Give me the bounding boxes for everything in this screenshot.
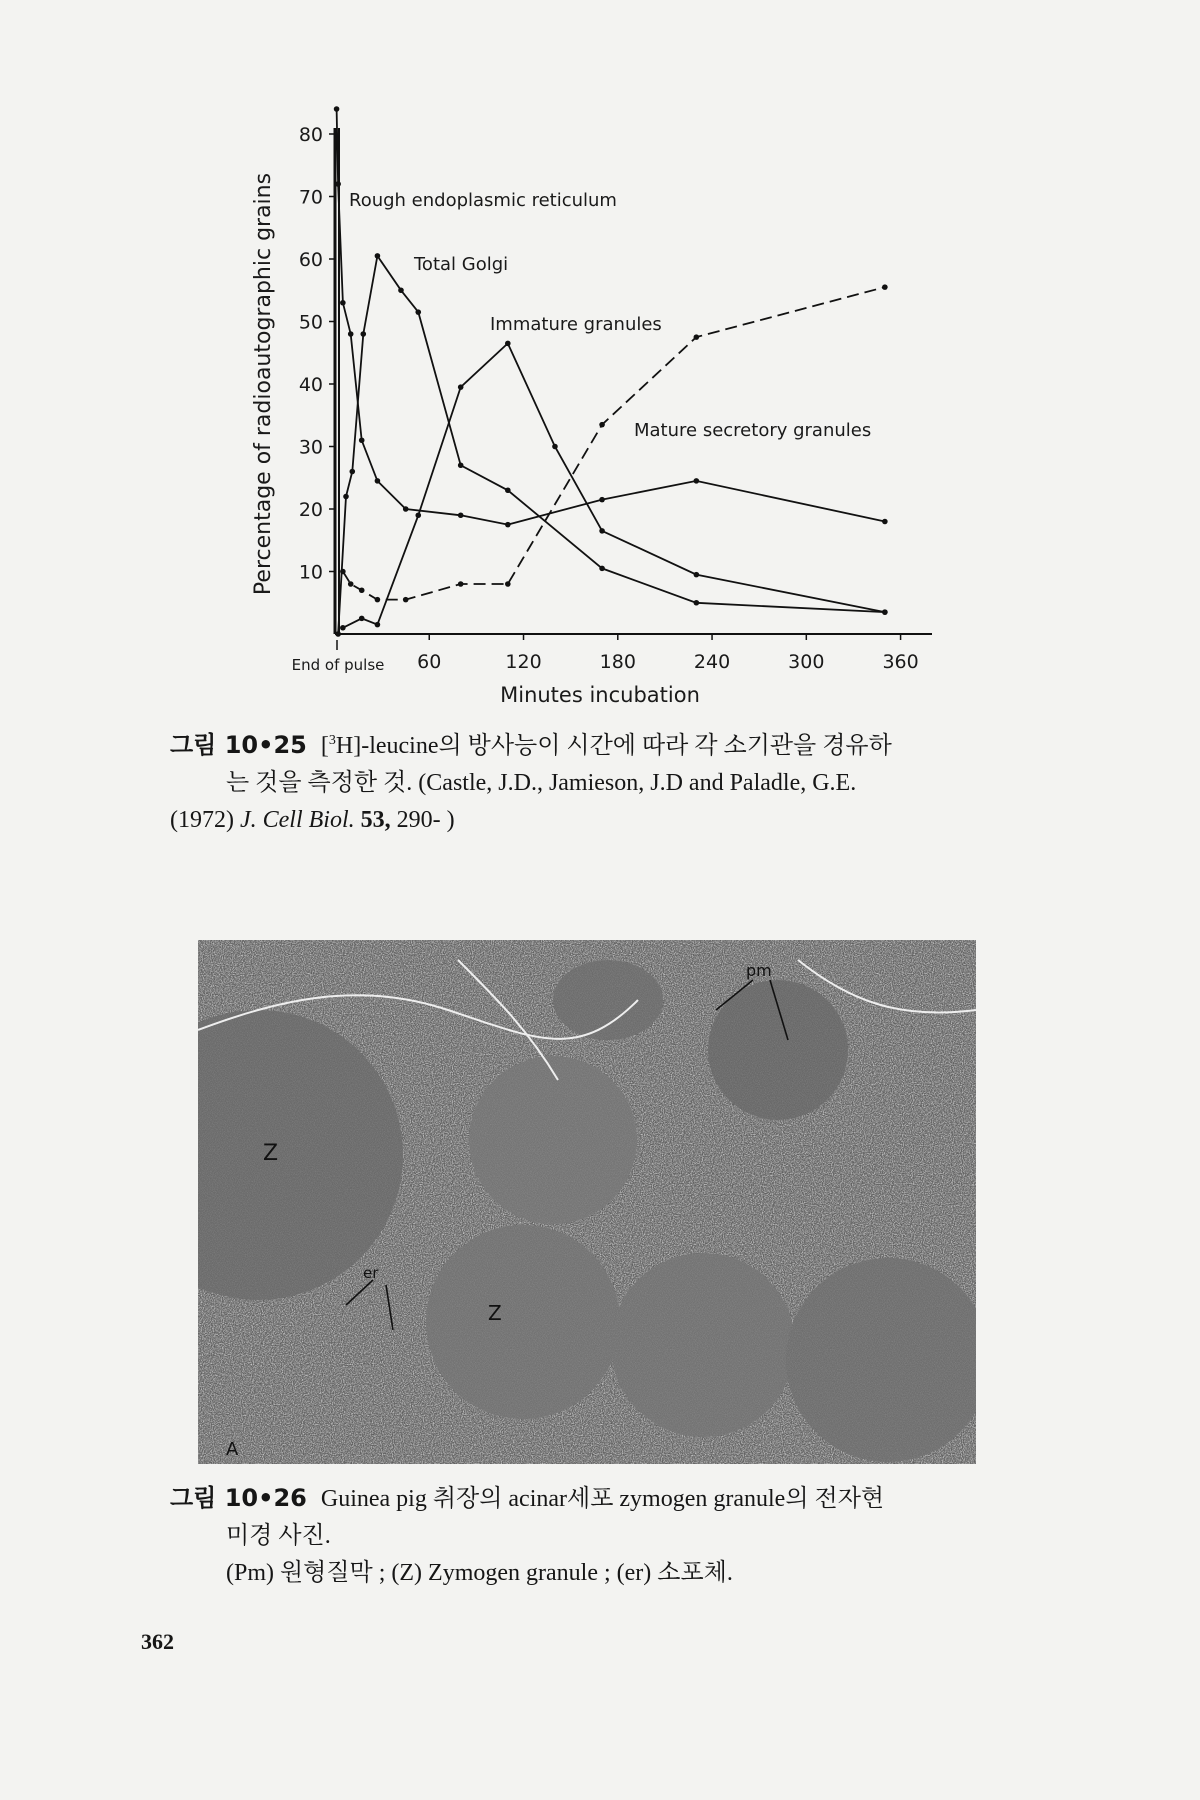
data-point [505,487,511,493]
x-tick-label: 60 [417,651,442,673]
series-label: Rough endoplasmic reticulum [349,190,617,211]
y-tick-label: 40 [298,374,323,396]
data-point [348,331,354,337]
data-point [335,181,341,187]
data-point [375,597,381,603]
data-point [375,253,381,259]
caption-line-3: (Pm) 원형질막 ; (Z) Zymogen granule ; (er) 소포체. [226,1560,733,1586]
caption-line-2: 는 것을 측정한 것. (Castle, J.D., Jamieson, J.D and Paladle, G.E. [226,770,857,796]
data-point [882,284,888,290]
electron-micrograph [198,940,976,1464]
y-tick-label: 70 [298,186,323,209]
series-label: Total Golgi [414,254,509,275]
y-tick-label: 60 [298,249,323,271]
series-label: Immature granules [490,314,662,335]
caption-line-2: 미경 사진. [226,1523,331,1549]
caption-text-a: [ [320,733,329,759]
figure-10-25-caption [170,722,1010,839]
data-point [375,622,381,628]
citation-volume: 53, [360,807,391,833]
x-tick-label: 120 [505,651,542,673]
figure-10-26-caption [170,1480,1010,1592]
caption-number: 그림 10•26 [170,1484,307,1512]
x-tick-label: 300 [788,651,825,673]
data-point [360,331,366,337]
data-point [458,512,464,518]
y-axis-title: Percentage of radioautographic grains [251,172,276,596]
data-point [694,572,700,578]
data-point [340,625,346,631]
data-point [334,106,340,112]
data-point [340,300,346,306]
data-point [599,422,605,428]
micrograph-image [198,940,976,1464]
data-point [505,341,511,347]
x-tick-label: 360 [882,651,919,673]
data-point [599,528,605,534]
y-tick-label: 10 [298,561,323,584]
caption-line-1: Guinea pig 취장의 acinar세포 zymogen granule의 전자현 [320,1486,885,1512]
label-corner: A [226,1439,239,1460]
citation-journal: J. Cell Biol. [239,807,355,833]
citation-year: (1972) [170,807,234,833]
x-tick-label: 180 [599,651,636,673]
data-point [348,581,354,587]
label-er: er [363,1264,379,1282]
data-point [340,569,346,575]
caption-text-b: H]-leucine의 방사능이 시간에 따라 각 소기관을 경유하 [335,733,892,759]
label-z-center: Z [488,1301,502,1325]
caption-superscript: 3 [328,733,336,748]
label-z-large: Z [263,1141,279,1166]
citation-pages: 290- ) [396,807,455,833]
data-point [375,478,381,484]
y-tick-label: 50 [298,311,323,334]
data-point [505,522,511,528]
data-point [552,444,558,450]
y-tick-label: 20 [298,499,323,521]
data-point [398,287,404,293]
data-point [403,597,409,603]
data-point [415,309,421,315]
x-axis-title: Minutes incubation [500,683,700,707]
caption-number: 그림 10•25 [170,731,307,759]
data-point [694,600,700,606]
data-point [458,462,464,468]
y-tick-label: 30 [298,436,323,459]
series-label: Mature secretory granules [634,420,872,441]
data-point [458,384,464,390]
data-point [694,334,700,340]
caption-line-3 [114,802,1010,839]
data-point [359,437,365,443]
x-tick-label: 240 [693,651,731,673]
data-point [403,506,409,512]
series-line-3 [343,343,885,627]
data-point [349,469,355,475]
data-point [458,581,464,587]
page-number: 362 [141,1629,174,1654]
figure-10-25-chart [0,0,1200,720]
data-point [882,519,888,525]
data-point [359,587,365,593]
end-of-pulse-label: End of pulse [291,656,385,674]
data-point [415,512,421,518]
data-point [505,581,511,587]
data-point [882,609,888,615]
y-tick-label: 80 [298,124,323,146]
data-point [599,566,605,572]
data-point [599,497,605,503]
label-pm: pm [746,961,772,980]
data-point [343,494,349,500]
data-point [359,616,365,622]
data-point [335,631,341,637]
data-point [694,478,700,484]
